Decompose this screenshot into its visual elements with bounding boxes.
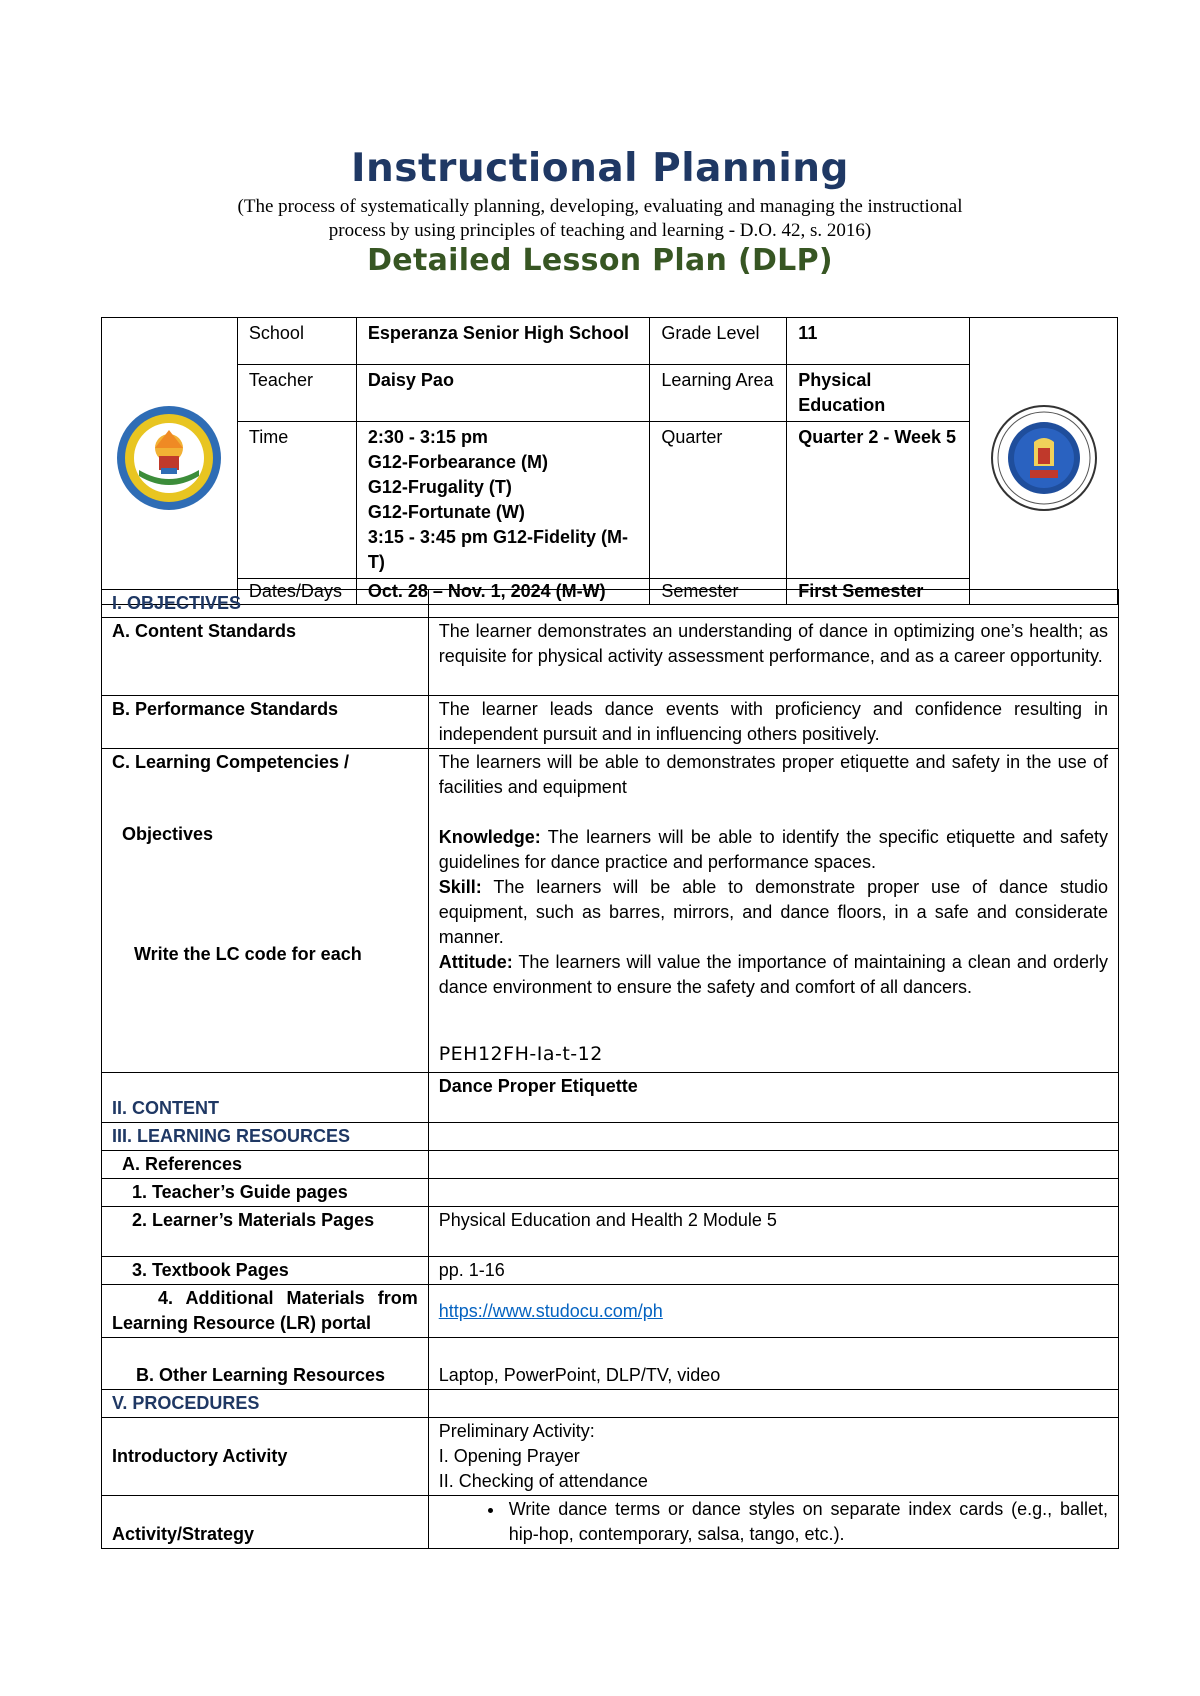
teacher-value: Daisy Pao xyxy=(356,365,650,422)
school-logo xyxy=(102,318,238,605)
additional-materials-value xyxy=(428,1285,1118,1338)
introductory-activity-value xyxy=(428,1418,1118,1496)
other-resources-value: Laptop, PowerPoint, DLP/TV, video xyxy=(428,1338,1118,1390)
school-label: School xyxy=(237,318,356,365)
procedures-blank xyxy=(428,1390,1118,1418)
learning-competencies-value xyxy=(428,749,1118,1073)
learning-area-value: Physical Education xyxy=(787,365,970,422)
semester-value: First Semester xyxy=(787,579,970,605)
deped-seal-icon xyxy=(990,404,1098,512)
activity-strategy-label: Activity/Strategy xyxy=(102,1496,429,1549)
textbook-pages-label: 3. Textbook Pages xyxy=(102,1257,429,1285)
lc-code: PEH12FH-Ia-t-12 xyxy=(438,1043,603,1065)
lesson-plan-table xyxy=(101,589,1119,1549)
skill-text: The learners will be able to demonstrate proper use of dance studio equipment, such as barres, mirrors, and dance floors, in a safe and considerate manner. xyxy=(438,877,1108,947)
subtitle-line-2: process by using principles of teaching and learning - D.O. 42, s. 2016) xyxy=(328,220,872,241)
activity-strategy-value xyxy=(428,1496,1118,1549)
learning-resources-blank xyxy=(428,1123,1118,1151)
intro-line: I. Opening Prayer xyxy=(438,1446,580,1466)
time-line: G12-Frugality (T) xyxy=(367,477,512,497)
intro-line: Preliminary Activity: xyxy=(438,1421,595,1441)
page-subtitle xyxy=(0,195,1200,243)
procedures-heading: V. PROCEDURES xyxy=(102,1390,429,1418)
deped-logo xyxy=(970,318,1118,605)
time-line: G12-Fortunate (W) xyxy=(367,502,525,522)
time-line: G12-Forbearance (M) xyxy=(367,452,548,472)
activity-bullet: • Write dance terms or dance styles on separate index cards (e.g., ballet, hip-hop, contemporary, salsa, tango, etc.). xyxy=(505,1497,1108,1547)
learners-materials-label: 2. Learner’s Materials Pages xyxy=(102,1207,429,1257)
objectives-heading-blank xyxy=(428,590,1118,618)
performance-standards-label: B. Performance Standards xyxy=(102,696,429,749)
lc-intro: The learners will be able to demonstrates proper etiquette and safety in the use of facilities and equipment xyxy=(438,752,1108,797)
content-standards-value: The learner demonstrates an understanding of dance in optimizing one’s health; as requisite for physical activity assessment performance, and as a career opportunity. xyxy=(428,618,1118,696)
learning-area-label: Learning Area xyxy=(650,365,787,422)
teachers-guide-label: 1. Teacher’s Guide pages xyxy=(102,1179,429,1207)
knowledge-label: Knowledge: xyxy=(438,827,541,847)
page-title: Instructional Planning xyxy=(351,146,849,191)
school-seal-icon xyxy=(115,404,223,512)
quarter-value: Quarter 2 - Week 5 xyxy=(787,422,970,579)
attitude-text: The learners will value the importance of maintaining a clean and orderly dance environment to ensure the safety and comfort of all dancers. xyxy=(438,952,1108,997)
school-info-table xyxy=(101,317,1118,605)
additional-materials-line-1: 4. Additional Materials from xyxy=(158,1288,418,1308)
learners-materials-value: Physical Education and Health 2 Module 5 xyxy=(428,1207,1118,1257)
dates-value: Oct. 28 – Nov. 1, 2024 (M-W) xyxy=(356,579,650,605)
content-value: Dance Proper Etiquette xyxy=(428,1073,1118,1123)
lc-knowledge xyxy=(439,825,1108,875)
intro-line: II. Checking of attendance xyxy=(438,1471,648,1491)
grade-level-value: 11 xyxy=(787,318,970,365)
references-blank xyxy=(428,1151,1118,1179)
other-resources-label: B. Other Learning Resources xyxy=(102,1338,429,1390)
dates-label: Dates/Days xyxy=(237,579,356,605)
time-label: Time xyxy=(237,422,356,579)
teachers-guide-value xyxy=(428,1179,1118,1207)
content-heading: II. CONTENT xyxy=(102,1073,429,1123)
introductory-activity-label: Introductory Activity xyxy=(102,1418,429,1496)
dlp-title: Detailed Lesson Plan (DLP) xyxy=(367,243,833,278)
time-line: 2:30 - 3:15 pm xyxy=(367,427,488,447)
semester-label: Semester xyxy=(650,579,787,605)
grade-level-label: Grade Level xyxy=(650,318,787,365)
lc-write-code-label: Write the LC code for each xyxy=(134,944,362,964)
time-line: 3:15 - 3:45 pm G12-Fidelity (M-T) xyxy=(367,527,628,572)
additional-materials-line-2: Learning Resource (LR) portal xyxy=(112,1313,372,1333)
learning-competencies-label xyxy=(102,749,429,1073)
time-value xyxy=(356,422,650,579)
lc-title: C. Learning Competencies / xyxy=(112,752,350,772)
attitude-label: Attitude: xyxy=(438,952,513,972)
references-label: A. References xyxy=(102,1151,429,1179)
lc-attitude xyxy=(439,950,1108,1000)
lc-skill xyxy=(439,875,1108,950)
skill-label: Skill: xyxy=(438,877,482,897)
knowledge-text: The learners will be able to identify the specific etiquette and safety guidelines for dance practice and performance spaces. xyxy=(438,827,1108,872)
performance-standards-value: The learner leads dance events with proficiency and confidence resulting in independent pursuit and in influencing others positively. xyxy=(428,696,1118,749)
teacher-label: Teacher xyxy=(237,365,356,422)
lr-portal-link[interactable]: https://www.studocu.com/ph xyxy=(438,1300,663,1321)
quarter-label: Quarter xyxy=(650,422,787,579)
objectives-heading: I. OBJECTIVES xyxy=(102,590,429,618)
lc-objectives-label: Objectives xyxy=(122,824,214,844)
textbook-pages-value: pp. 1-16 xyxy=(428,1257,1118,1285)
additional-materials-label xyxy=(102,1285,429,1338)
content-standards-label: A. Content Standards xyxy=(102,618,429,696)
subtitle-line-1: (The process of systematically planning, developing, evaluating and managing the instructional xyxy=(237,196,963,217)
learning-resources-heading: III. LEARNING RESOURCES xyxy=(102,1123,429,1151)
activity-list xyxy=(439,1497,1108,1547)
school-value: Esperanza Senior High School xyxy=(356,318,650,365)
